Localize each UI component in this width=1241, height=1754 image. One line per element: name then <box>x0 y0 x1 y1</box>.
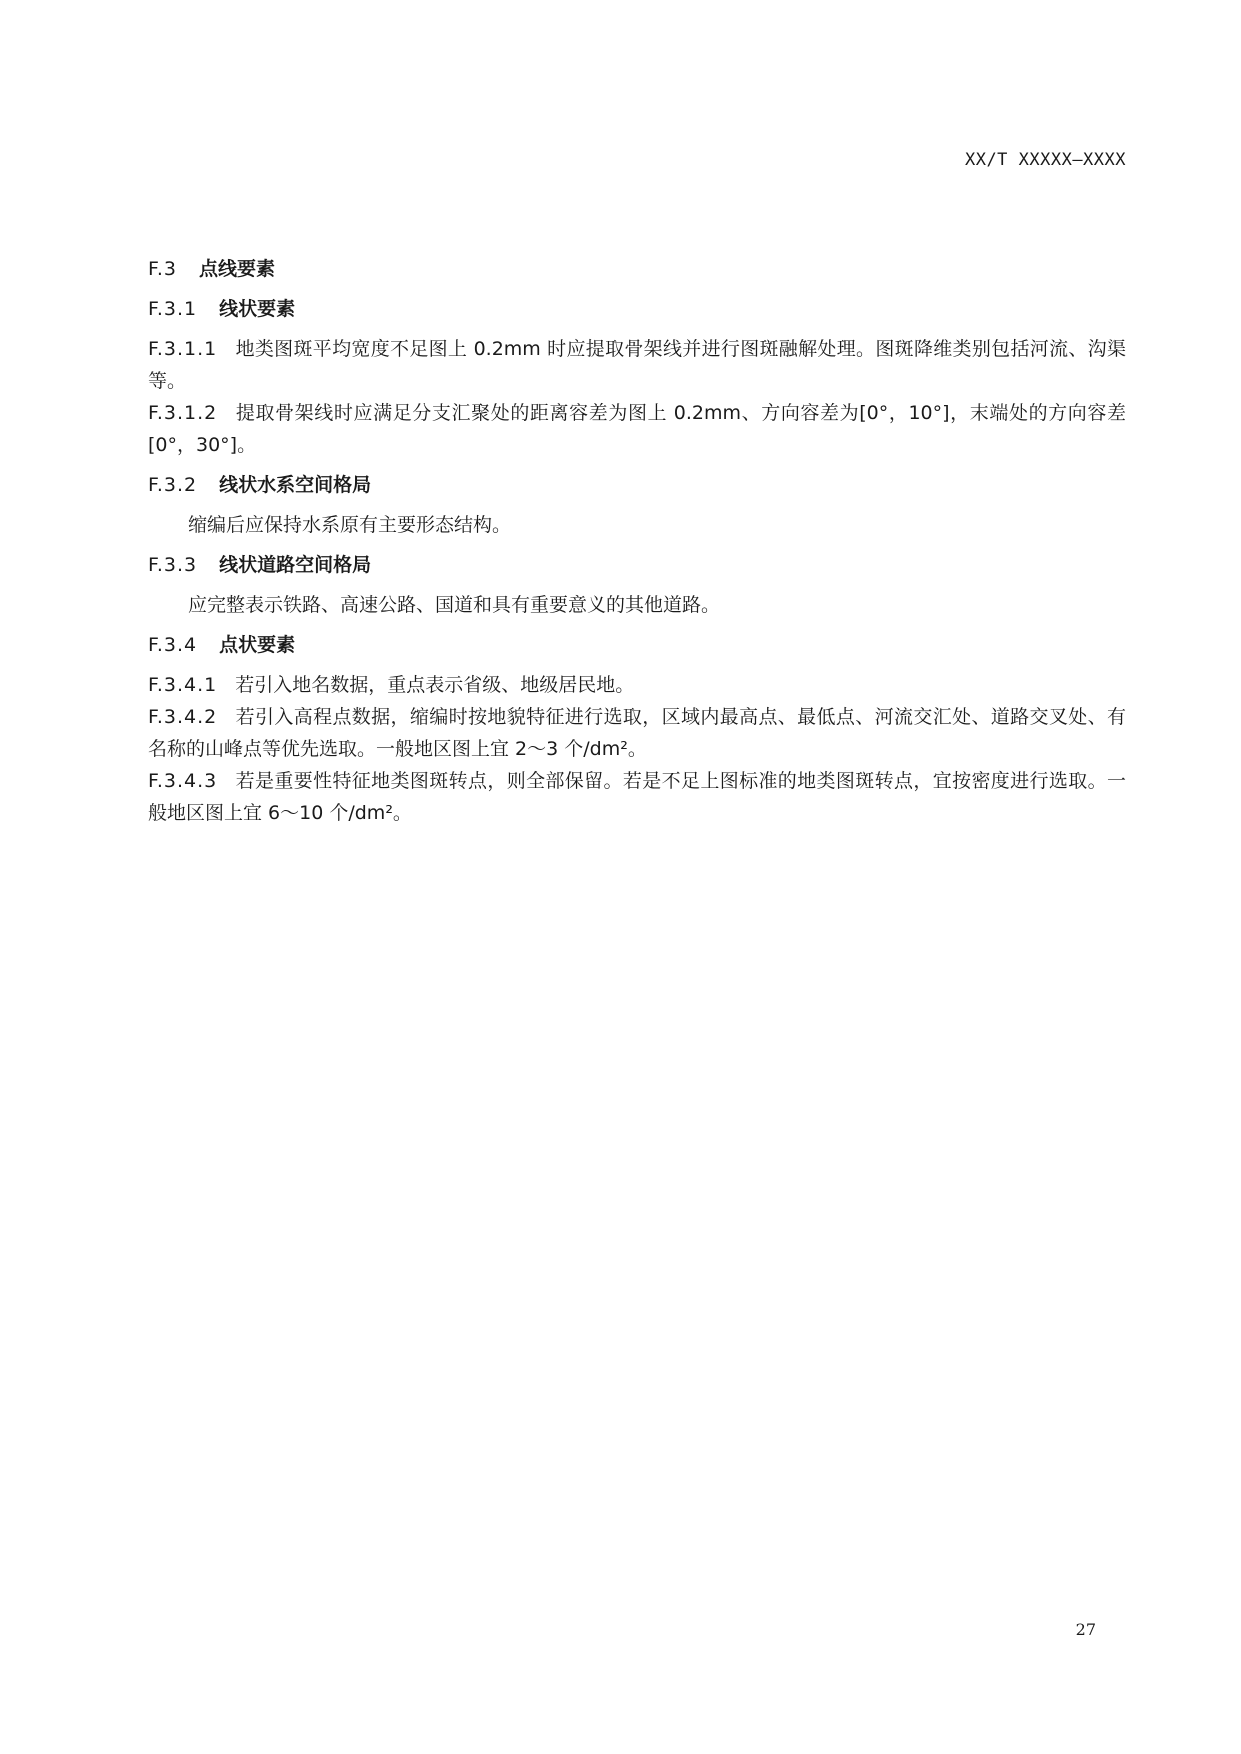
clause-text: 若是重要性特征地类图斑转点，则全部保留。若是不足上图标准的地类图斑转点，宜按密度进行选取。一般地区图上宜 6～10 个/dm²。 <box>148 770 1126 824</box>
section-title: 线状水系空间格局 <box>219 474 372 496</box>
clause-number: F.3.4.2 <box>148 706 218 728</box>
section-number: F.3 <box>148 258 178 280</box>
clause-text: 若引入地名数据，重点表示省级、地级居民地。 <box>235 674 635 696</box>
clause-f342 <box>148 701 1126 765</box>
clause-f343 <box>148 765 1126 829</box>
clause-number: F.3.4.1 <box>148 674 218 696</box>
section-title: 线状要素 <box>219 298 296 320</box>
section-heading-f32 <box>148 469 1126 501</box>
section-number: F.3.3 <box>148 554 198 576</box>
clause-text: 地类图斑平均宽度不足图上 0.2mm 时应提取骨架线并进行图斑融解处理。图斑降维类别包括河流、沟渠等。 <box>148 338 1126 392</box>
clause-number: F.3.1.1 <box>148 338 218 360</box>
document-code: XX/T XXXXX—XXXX <box>964 150 1126 170</box>
section-title: 线状道路空间格局 <box>219 554 372 576</box>
section-text-f32: 缩编后应保持水系原有主要形态结构。 <box>188 514 512 536</box>
section-title: 点状要素 <box>219 634 296 656</box>
clause-text: 提取骨架线时应满足分支汇聚处的距离容差为图上 0.2mm、方向容差为[0°，10°]，末端处的方向容差[0°，30°]。 <box>148 402 1126 456</box>
section-heading-f3 <box>148 253 1126 285</box>
section-heading-f31 <box>148 293 1126 325</box>
clause-number: F.3.1.2 <box>148 402 218 424</box>
clause-f341 <box>148 669 1126 701</box>
clause-f311 <box>148 333 1126 397</box>
clause-number: F.3.4.3 <box>148 770 218 792</box>
clause-text: 若引入高程点数据，缩编时按地貌特征进行选取，区域内最高点、最低点、河流交汇处、道路交叉处、有名称的山峰点等优先选取。一般地区图上宜 2～3 个/dm²。 <box>148 706 1126 760</box>
clause-f312 <box>148 397 1126 461</box>
section-title: 点线要素 <box>199 258 276 280</box>
section-number: F.3.2 <box>148 474 198 496</box>
document-body <box>148 253 1126 829</box>
section-number: F.3.4 <box>148 634 198 656</box>
page-number: 27 <box>1075 1620 1096 1639</box>
section-heading-f33 <box>148 549 1126 581</box>
section-text-f33: 应完整表示铁路、高速公路、国道和具有重要意义的其他道路。 <box>188 594 721 616</box>
section-heading-f34 <box>148 629 1126 661</box>
section-number: F.3.1 <box>148 298 198 320</box>
